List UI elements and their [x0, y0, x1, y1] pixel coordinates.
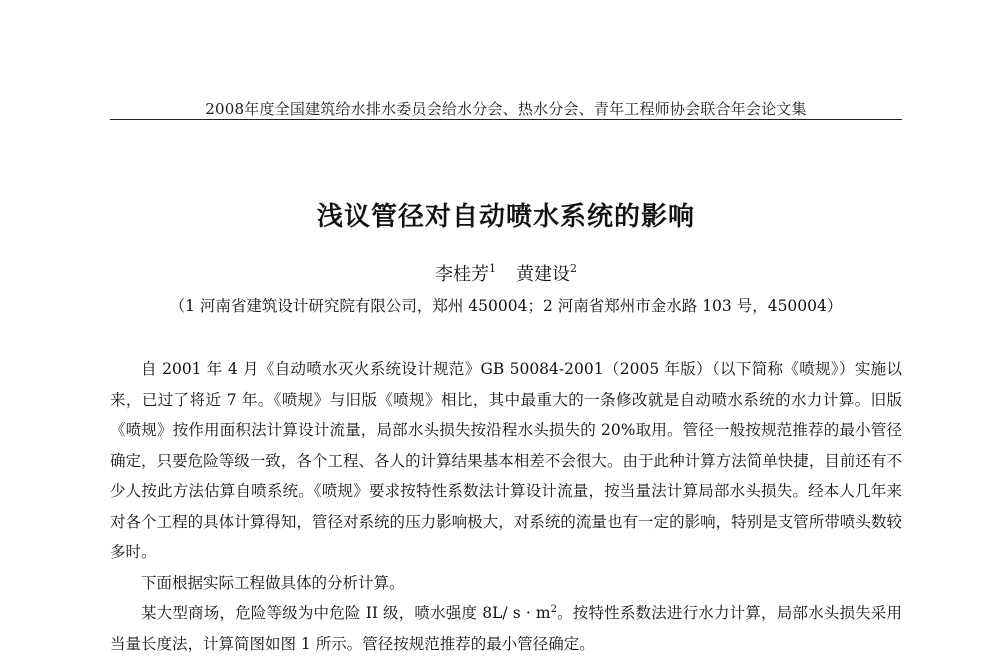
body-paragraph: 下面根据实际工程做具体的分析计算。	[141, 573, 405, 592]
unit-exponent: 2	[550, 604, 557, 615]
author-affiliation-mark: 1	[489, 262, 496, 275]
affiliations: （1 河南省建筑设计研究院有限公司，郑州 450004；2 河南省郑州市金水路 103 号，450004）	[169, 297, 843, 315]
body-paragraph-tail: 。按特性系数法进行水力计算，局部水头损失采用当量长度法，计算简图如图 1 所示。管径按规范推荐的最小管径确定。	[110, 604, 902, 653]
body-paragraph-text: 某大型商场，危险等级为中危险 II 级，喷水强度 8L/ s · m	[141, 604, 551, 622]
article-title: 浅议管径对自动喷水系统的影响	[316, 202, 695, 232]
body-text	[110, 354, 902, 659]
running-header: 2008年度全国建筑给水排水委员会给水分会、热水分会、青年工程师协会联合年会论文集	[205, 100, 807, 118]
header-rule	[110, 119, 902, 120]
author-name: 李桂芳	[435, 264, 489, 285]
author-affiliation-mark: 2	[570, 262, 577, 275]
author-line	[110, 260, 902, 286]
author-name: 黄建设	[516, 264, 570, 285]
body-paragraph	[110, 598, 902, 659]
body-paragraph: 自 2001 年 4 月《自动喷水灭火系统设计规范》GB 50084-2001（2005 年版）（以下简称《喷规》）实施以来，已过了将近 7 年。《喷规》与旧版《喷规》相比，其中最重大的一条修改就是自动喷水系统的水力计算。旧版《喷规》按作用面积法计算设计流量，局部水头损失按沿程水头损失的 20%取用。管径一般按规范推荐的最小管径确定，只要危险等级一致，各个工程、各人的计算结果基本相差不会很大。由于此种计算方法简单快捷，目前还有不少人按此方法估算自喷系统。《喷规》要求按特性系数法计算设计流量，按当量法计算局部水头损失。经本人几年来对各个工程的具体计算得知，管径对系统的压力影响极大，对系统的流量也有一定的影响，特别是支管所带喷头数较多时。	[110, 360, 902, 561]
